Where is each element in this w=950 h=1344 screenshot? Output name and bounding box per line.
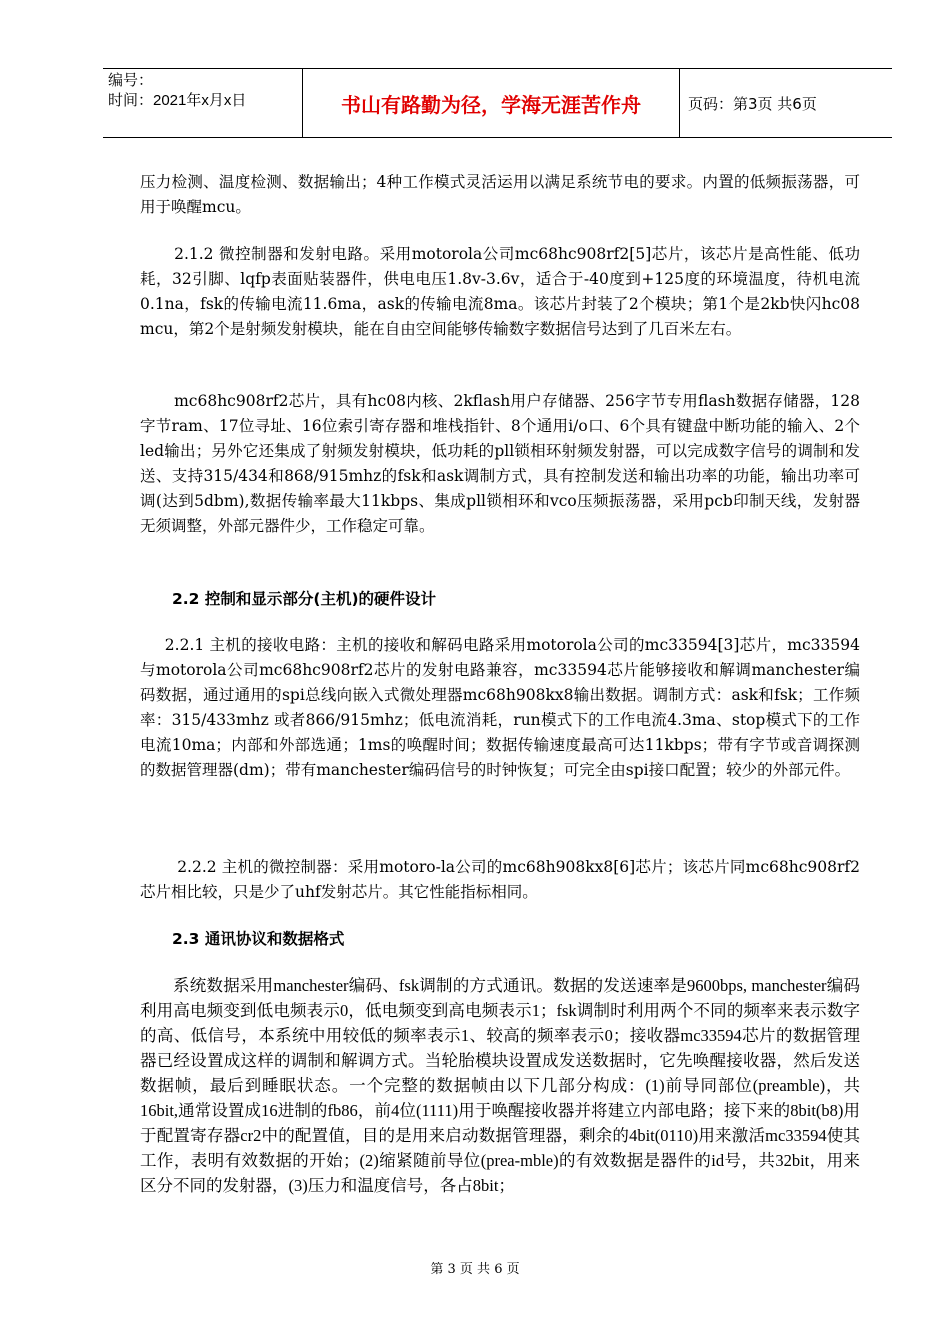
paragraph-1 <box>140 170 860 220</box>
heading-text: 2.2 控制和显示部分(主机)的硬件设计 <box>172 590 437 608</box>
paragraph-text: mc68hc908rf2芯片，具有hc08内核、2kflash用户存储器、256字节专用flash数据存储器，128字节ram、17位寻址、16位索引寄存器和堆栈指针、8个通用i/o口、6个具有键盘中断功能的输入、2个led输出；另外它还集成了射频发射模块，低功耗的pll锁相环射频发射器，可以完成数字信号的调制和发送、支持315/434和868/915mhz的fsk和ask调制方式，具有控制发送和输出功率的功能，输出功率可调(达到5dbm),数据传输率最大11kbps、集成pll锁相环和vco压频振荡器，采用pcb印制天线，发射器无须调整，外部元器件少，工作稳定可靠。 <box>140 392 860 535</box>
paragraph-text: 压力检测、温度检测、数据输出；4种工作模式灵活运用以满足系统节电的要求。内置的低频振荡器，可用于唤醒mcu。 <box>140 173 860 216</box>
paragraph-3 <box>140 389 860 539</box>
paragraph-4 <box>140 633 860 783</box>
number-label: 编号： <box>108 72 154 89</box>
paragraph-text: 2.2.2 主机的微控制器：采用motoro-la公司的mc68h908kx8[6]芯片；该芯片同mc68hc908rf2芯片相比较，只是少了uhf发射芯片。其它性能指标相同。 <box>140 858 860 901</box>
paragraph-6 <box>140 973 860 1198</box>
section-heading-2-2 <box>172 587 892 612</box>
footer-page-number: 第 3 页 共 6 页 <box>430 1262 520 1277</box>
paragraph-5 <box>140 855 860 905</box>
section-heading-2-3 <box>172 927 892 952</box>
paragraph-text: 2.2.1 主机的接收电路：主机的接收和解码电路采用motorola公司的mc33594[3]芯片，mc33594与motorola公司mc68hc908rf2芯片的发射电路兼容，mc33594芯片能够接收和解调manchester编码数据，通过通用的spi总线向嵌入式微处理器mc68h908kx8输出数据。调制方式：ask和fsk；工作频率：315/433mhz 或者866/915mhz；低电流消耗，run模式下的工作电流4.3ma、stop模式下的工作电流10ma；内部和外部选通；1ms的唤醒时间；数据传输速度最高可达11kbps；带有字节或音调探测的数据管理器(dm)；带有manchester编码信号的时钟恢复；可完全由spi接口配置；较少的外部元件。 <box>140 636 860 779</box>
paragraph-text: 2.1.2 微控制器和发射电路。采用motorola公司mc68hc908rf2[5]芯片，该芯片是高性能、低功耗，32引脚、lqfp表面贴装器件，供电电压1.8v-3.6v，适合于-40度到+125度的环境温度，待机电流0.1na，fsk的传输电流11.6ma，ask的传输电流8ma。该芯片封装了2个模块；第1个是2kb快闪hc08 mcu，第2个是射频发射模块，能在自由空间能够传输数字数据信号达到了几百米左右。 <box>140 245 860 338</box>
page-footer <box>0 1258 950 1277</box>
heading-text: 2.3 通讯协议和数据格式 <box>172 930 345 948</box>
header-page-label: 页码：第3页 共6页 <box>688 94 817 113</box>
header-info-cell <box>103 69 303 137</box>
time-label: 时间：2021年x月x日 <box>108 92 247 109</box>
page-header <box>103 68 892 138</box>
header-motto: 书山有路勤为径，学海无涯苦作舟 <box>303 69 680 137</box>
paragraph-text: 系统数据采用manchester编码、fsk调制的方式通讯。数据的发送速率是9600bps, manchester编码利用高电频变到低电频表示0，低电频变到高电频表示1；fsk调制时利用两个不同的频率来表示数字的高、低信号，本系统中用较低的频率表示1、较高的频率表示0；接收器mc33594芯片的数据管理器已经设置成这样的调制和解调方式。当轮胎模块设置成发送数据时，它先唤醒接收器，然后发送数据帧，最后到睡眠状态。一个完整的数据帧由以下几部分构成：(1)前导同部位(preamble)，共16bit,通常设置成16进制的fb86，前4位(1111)用于唤醒接收器并将建立内部电路；接下来的8bit(b8)用于配置寄存器cr2中的配置值，目的是用来启动数据管理器，剩余的4bit(0110)用来激活mc33594使其工作，表明有效数据的开始；(2)缩紧随前导位(prea-mble)的有效数据是器件的id号，共32bit，用来区分不同的发射器，(3)压力和温度信号，各占8bit； <box>140 976 860 1195</box>
paragraph-2 <box>140 242 860 342</box>
